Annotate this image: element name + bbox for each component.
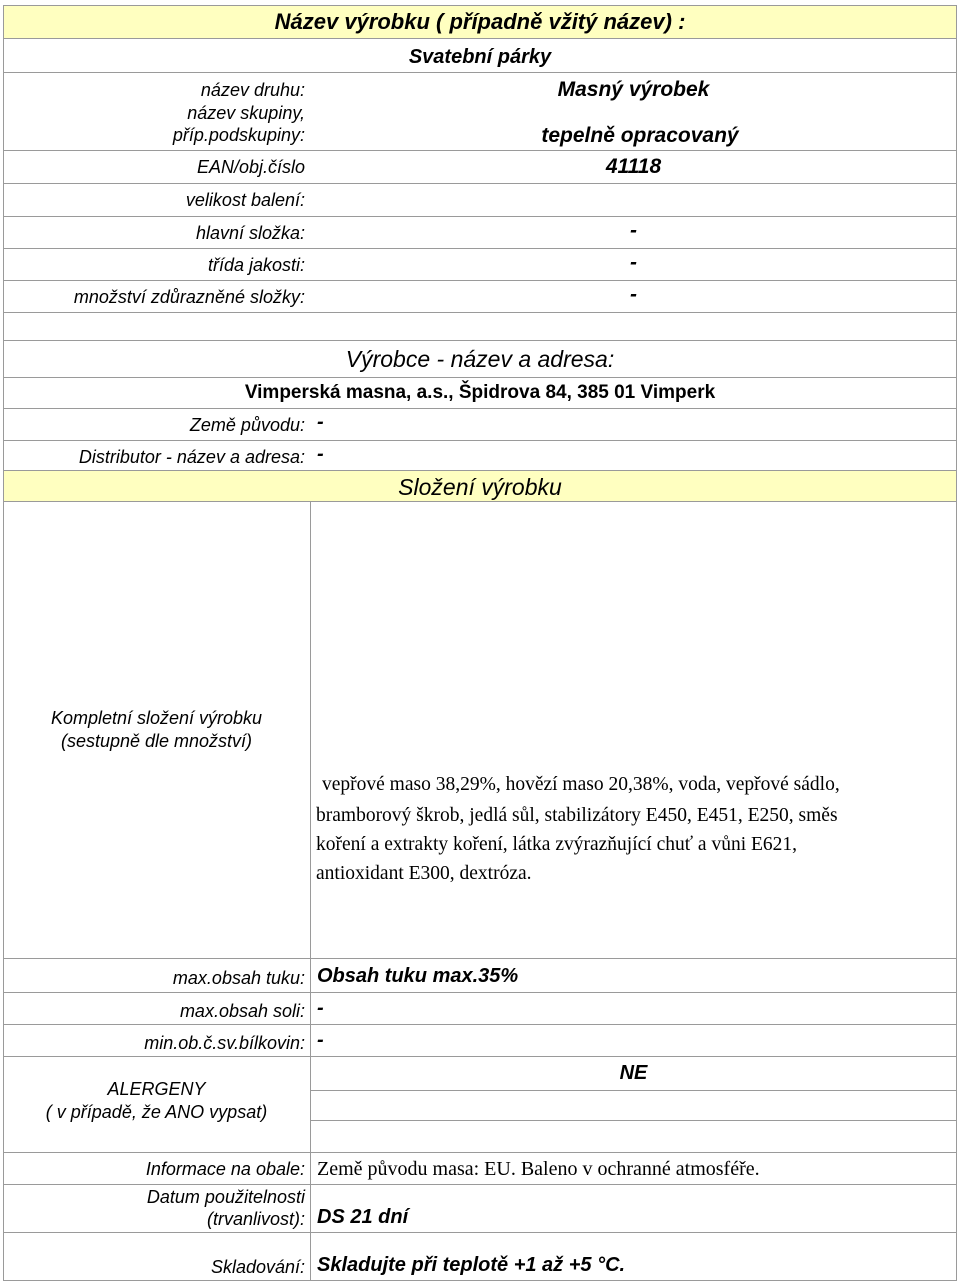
storage-label: Skladování:: [210, 1257, 305, 1277]
origin-value: -: [317, 411, 324, 433]
row-divider: [3, 216, 957, 217]
type-label: název druhu:: [200, 80, 305, 100]
composition-label-line1: Kompletní složení výrobku: [50, 708, 263, 728]
emphasized-amount-label: množství zdůrazněné složky:: [73, 287, 305, 307]
row-divider: [3, 280, 957, 281]
group-value: tepelně opracovaný: [541, 124, 739, 147]
row-divider: [3, 72, 957, 73]
column-divider: [310, 502, 311, 958]
composition-text-line2: bramborový škrob, jedlá sůl, stabilizátory E450, E451, E250, směs: [316, 805, 838, 826]
row-divider: [310, 1120, 957, 1121]
main-component-label: hlavní složka:: [195, 223, 305, 243]
allergens-value: NE: [619, 1062, 648, 1084]
allergens-label-line2: ( v případě, že ANO vypsat): [45, 1102, 268, 1122]
composition-text-line1: vepřové maso 38,29%, hovězí maso 20,38%, voda, vepřové sádlo,: [322, 774, 840, 795]
fat-value: Obsah tuku max.35%: [317, 965, 519, 987]
composition-label-line2: (sestupně dle množství): [60, 731, 253, 751]
row-divider: [3, 408, 957, 409]
ean-label: EAN/obj.číslo: [196, 157, 305, 177]
salt-label: max.obsah soli:: [179, 1001, 305, 1021]
row-divider: [310, 1090, 957, 1091]
type-value: Masný výrobek: [557, 78, 710, 101]
emphasized-amount-value: -: [630, 283, 637, 306]
producer-address: Vimperská masna, a.s., Špidrova 84, 385 01 Vimperk: [244, 382, 716, 403]
row-divider: [3, 992, 957, 993]
allergens-label-line1: ALERGENY: [107, 1079, 206, 1099]
origin-label: Země původu:: [189, 415, 305, 435]
pack-size-label: velikost balení:: [185, 190, 305, 210]
group-label-line1: název skupiny,: [187, 103, 305, 123]
composition-heading: Složení výrobku: [398, 474, 562, 500]
composition-text-line3: koření a extrakty koření, látka zvýrazňující chuť a vůni E621,: [316, 834, 798, 855]
shelf-life-value: DS 21 dní: [317, 1206, 409, 1228]
row-divider: [3, 1184, 957, 1185]
shelf-life-label-line2: (trvanlivost):: [206, 1209, 305, 1229]
page-title: Název výrobku ( případně vžitý název) :: [274, 9, 686, 34]
protein-label: min.ob.č.sv.bílkovin:: [144, 1033, 305, 1053]
quality-class-label: třída jakosti:: [207, 255, 305, 275]
package-info-value: Země původu masa: EU. Baleno v ochranné atmosféře.: [317, 1158, 760, 1180]
row-divider: [3, 1056, 957, 1057]
package-info-label: Informace na obale:: [145, 1159, 305, 1179]
storage-value: Skladujte při teplotě +1 až +5 °C.: [317, 1254, 626, 1276]
row-divider: [3, 340, 957, 341]
fat-label: max.obsah tuku:: [172, 968, 305, 988]
producer-heading: Výrobce - název a adresa:: [345, 346, 615, 372]
row-divider: [3, 150, 957, 151]
distributor-label: Distributor - název a adresa:: [78, 447, 305, 467]
quality-class-value: -: [630, 251, 637, 274]
composition-text-line4: antioxidant E300, dextróza.: [316, 863, 532, 884]
row-divider: [3, 1152, 957, 1153]
group-label-line2: příp.podskupiny:: [172, 125, 305, 145]
row-divider: [3, 1232, 957, 1233]
ean-value: 41118: [605, 155, 662, 178]
product-name: Svatební párky: [408, 46, 552, 68]
distributor-value: -: [317, 443, 324, 465]
row-divider: [3, 248, 957, 249]
main-component-value: -: [630, 219, 637, 242]
row-divider: [3, 377, 957, 378]
row-divider: [3, 312, 957, 313]
protein-value: -: [317, 1029, 324, 1051]
salt-value: -: [317, 997, 324, 1019]
shelf-life-label-line1: Datum použitelnosti: [146, 1187, 305, 1207]
row-divider: [3, 183, 957, 184]
row-divider: [3, 1024, 957, 1025]
row-divider: [3, 440, 957, 441]
column-divider: [310, 958, 311, 1281]
row-divider: [3, 958, 957, 959]
